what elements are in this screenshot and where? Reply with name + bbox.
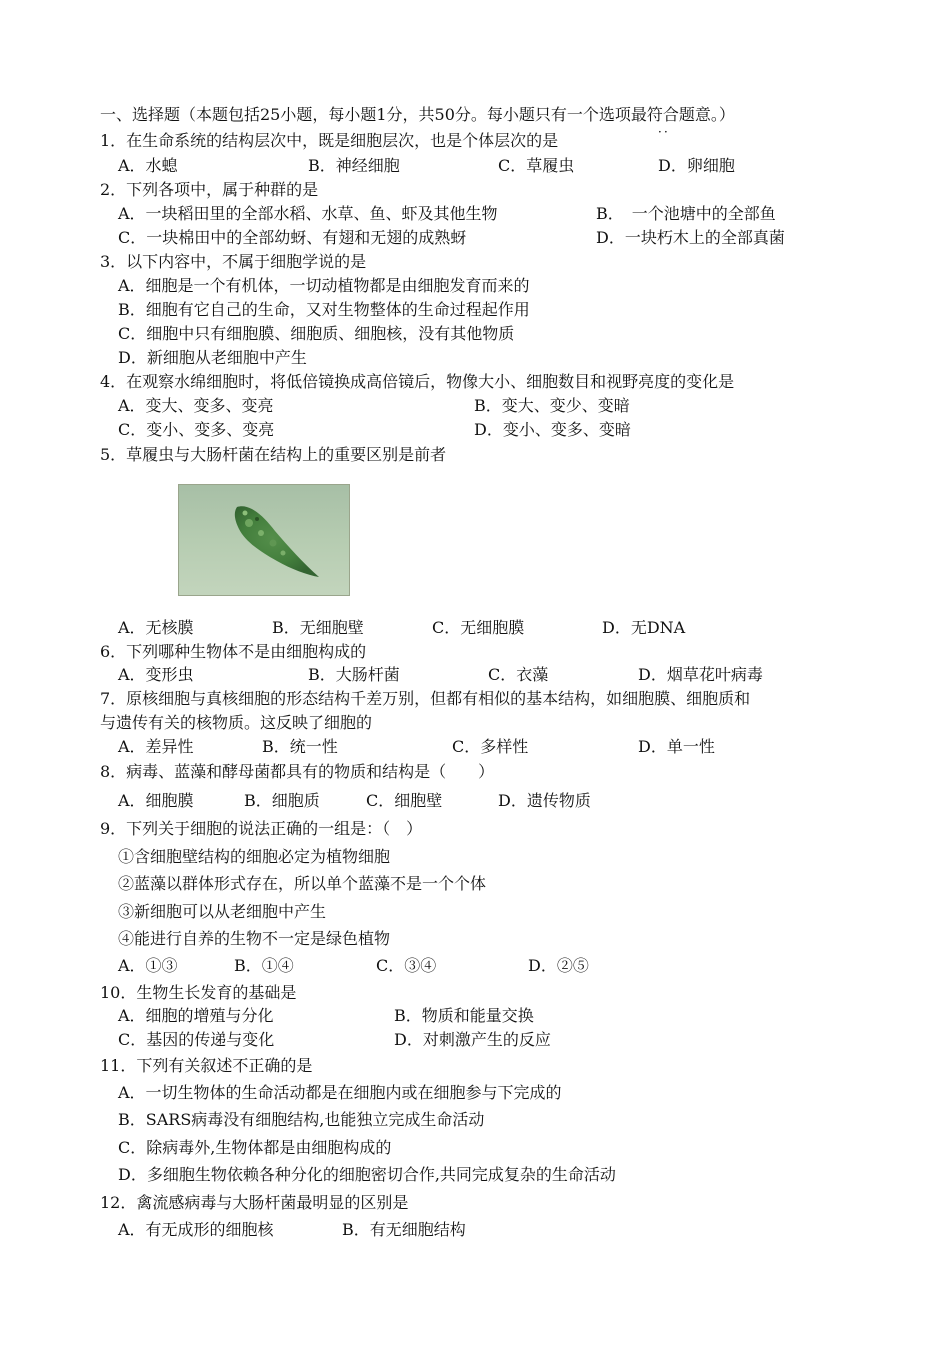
question-10-options-row1 — [0, 1005, 850, 1027]
question-2-options-row2 — [0, 227, 850, 249]
question-4-stem: 4．在观察水绵细胞时，将低倍镜换成高倍镜后，物像大小、细胞数目和视野亮度的变化是 — [100, 372, 735, 391]
question-2-option-b[interactable]: B． 一个池塘中的全部鱼 — [596, 204, 776, 223]
question-11-option-d[interactable]: D．多细胞生物依赖各种分化的细胞密切合作,共同完成复杂的生命活动 — [118, 1165, 616, 1184]
question-5-option-a[interactable]: A．无核膜 — [118, 618, 194, 637]
question-11-option-a[interactable]: A．一切生物体的生命活动都是在细胞内或在细胞参与下完成的 — [118, 1083, 562, 1102]
question-4-option-c[interactable]: C．变小、变多、变亮 — [118, 420, 275, 439]
question-8-stem: 8．病毒、蓝藻和酵母菌都具有的物质和结构是（ ） — [100, 762, 495, 781]
question-9-option-d[interactable]: D．②⑤ — [528, 956, 589, 975]
question-4-options-row1 — [0, 395, 850, 417]
question-6-option-a[interactable]: A．变形虫 — [118, 665, 194, 684]
question-9-statement-4: ④能进行自养的生物不一定是绿色植物 — [118, 929, 391, 948]
question-8-option-d[interactable]: D．遗传物质 — [498, 791, 591, 810]
question-6-options — [0, 664, 850, 686]
question-1-option-b[interactable]: B．神经细胞 — [308, 156, 400, 175]
question-5-options — [0, 617, 850, 639]
question-1-option-c[interactable]: C．草履虫 — [498, 156, 575, 175]
question-9-statement-1: ①含细胞壁结构的细胞必定为植物细胞 — [118, 847, 391, 866]
question-7-stem-continued: 与遗传有关的核物质。这反映了细胞的 — [100, 713, 373, 732]
question-8-option-a[interactable]: A．细胞膜 — [118, 791, 194, 810]
question-5-option-d[interactable]: D．无DNA — [602, 618, 686, 637]
question-2-stem: 2．下列各项中，属于种群的是 — [100, 180, 319, 199]
question-5-option-b[interactable]: B．无细胞壁 — [272, 618, 364, 637]
question-1-option-a[interactable]: A．水螅 — [118, 156, 178, 175]
question-3-option-b[interactable]: B．细胞有它自己的生命，又对生物整体的生命过程起作用 — [118, 300, 530, 319]
question-9-option-b[interactable]: B．①④ — [234, 956, 294, 975]
question-12-option-b[interactable]: B．有无细胞结构 — [342, 1220, 466, 1239]
question-7-option-a[interactable]: A．差异性 — [118, 737, 194, 756]
question-2-options-row1 — [0, 203, 850, 225]
question-6-stem: 6．下列哪种生物体不是由细胞构成的 — [100, 642, 367, 661]
question-9-options — [0, 955, 850, 977]
question-7-option-b[interactable]: B．统一性 — [262, 737, 338, 756]
question-10-stem: 10．生物生长发育的基础是 — [100, 983, 297, 1002]
question-11-option-b[interactable]: B．SARS病毒没有细胞结构,也能独立完成生命活动 — [118, 1110, 485, 1129]
question-2-option-d[interactable]: D．一块朽木上的全部真菌 — [596, 228, 785, 247]
question-11-option-c[interactable]: C．除病毒外,生物体都是由细胞构成的 — [118, 1138, 392, 1157]
question-6-option-d[interactable]: D．烟草花叶病毒 — [638, 665, 763, 684]
question-12-options — [0, 1219, 850, 1241]
question-3-stem: 3．以下内容中，不属于细胞学说的是 — [100, 252, 367, 271]
question-3-option-d[interactable]: D．新细胞从老细胞中产生 — [118, 348, 307, 367]
question-9-stem: 9．下列关于细胞的说法正确的一组是：（ ） — [100, 819, 423, 838]
question-10-option-d[interactable]: D．对刺激产生的反应 — [394, 1030, 551, 1049]
question-4-option-b[interactable]: B．变大、变少、变暗 — [474, 396, 630, 415]
question-7-option-d[interactable]: D．单一性 — [638, 737, 715, 756]
question-9-statement-3: ③新细胞可以从老细胞中产生 — [118, 902, 327, 921]
question-1-options — [0, 155, 850, 177]
question-8-option-c[interactable]: C．细胞壁 — [366, 791, 443, 810]
question-1-stem: 1．在生命系统的结构层次中，既是细胞层次，也是个体层次的是 — [100, 131, 559, 150]
question-9-option-a[interactable]: A．①③ — [118, 956, 178, 975]
question-2-option-a[interactable]: A．一块稻田里的全部水稻、水草、鱼、虾及其他生物 — [118, 204, 498, 223]
question-2-option-c[interactable]: C．一块棉田中的全部幼蚜、有翅和无翅的成熟蚜 — [118, 228, 467, 247]
question-5-option-c[interactable]: C．无细胞膜 — [432, 618, 525, 637]
question-11-stem: 11．下列有关叙述不正确的是 — [100, 1056, 313, 1075]
question-4-options-row2 — [0, 419, 850, 441]
question-6-option-c[interactable]: C．衣藻 — [488, 665, 549, 684]
question-12-stem: 12．禽流感病毒与大肠杆菌最明显的区别是 — [100, 1193, 409, 1212]
question-10-option-c[interactable]: C．基因的传递与变化 — [118, 1030, 275, 1049]
emphasis-dots: ．． — [658, 121, 677, 135]
question-7-option-c[interactable]: C．多样性 — [452, 737, 529, 756]
paramecium-photo — [178, 484, 350, 596]
question-4-option-d[interactable]: D．变小、变多、变暗 — [474, 420, 631, 439]
question-10-option-b[interactable]: B．物质和能量交换 — [394, 1006, 534, 1025]
question-9-option-c[interactable]: C．③④ — [376, 956, 437, 975]
question-12-option-a[interactable]: A．有无成形的细胞核 — [118, 1220, 274, 1239]
question-3-option-c[interactable]: C．细胞中只有细胞膜、细胞质、细胞核，没有其他物质 — [118, 324, 515, 343]
question-6-option-b[interactable]: B．大肠杆菌 — [308, 665, 400, 684]
question-3-option-a[interactable]: A．细胞是一个有机体，一切动植物都是由细胞发育而来的 — [118, 276, 530, 295]
question-9-statement-2: ②蓝藻以群体形式存在，所以单个蓝藻不是一个个体 — [118, 874, 487, 893]
question-10-option-a[interactable]: A．细胞的增殖与分化 — [118, 1006, 274, 1025]
question-8-option-b[interactable]: B．细胞质 — [244, 791, 320, 810]
question-10-options-row2 — [0, 1029, 850, 1051]
question-1-option-d[interactable]: D．卵细胞 — [658, 156, 735, 175]
question-7-options — [0, 736, 850, 758]
question-7-stem: 7．原核细胞与真核细胞的形态结构千差万别，但都有相似的基本结构，如细胞膜、细胞质和 — [100, 689, 751, 708]
question-5-stem: 5．草履虫与大肠杆菌在结构上的重要区别是前者 — [100, 445, 447, 464]
question-4-option-a[interactable]: A．变大、变多、变亮 — [118, 396, 274, 415]
section-header: 一、选择题（本题包括25小题，每小题1分，共50分。每小题只有一个选项最符合题意。） — [100, 105, 735, 124]
question-8-options — [0, 790, 850, 812]
